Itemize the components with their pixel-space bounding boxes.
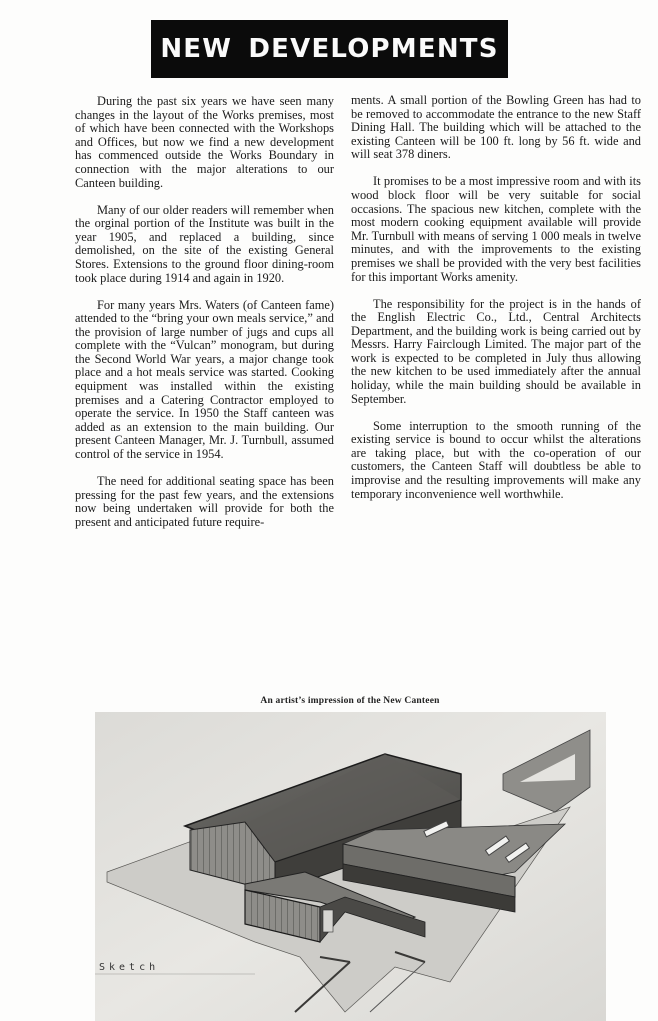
page-title: NEW DEVELOPMENTS — [160, 34, 499, 64]
article-paragraph: Many of our older readers will remember when the orginal portion of the Institute was built in the year 1905, and replaced a building, since demolished, on the site of the existing General Stores. Extensions to the ground floor dining-room took place during 1914 and again in 1920. — [75, 202, 334, 285]
article-paragraph: For many years Mrs. Waters (of Canteen fame) attended to the “bring your own meals service,” and the provision of large number of jugs and cups all complete with the “Vulcan” monogram, but during the Second World War years, a major change took place and a hot meals service was started. Cooking equipment was installed within the existing premises and a Catering Contractor employed to operate the service. In 1950 the Staff canteen was added as an extension to the main building. Our present Canteen Manager, Mr. J. Turnbull, assumed control of the service in 1954. — [75, 297, 334, 462]
article-paragraph-continued: ments. A small portion of the Bowling Green has had to be removed to accommodate the entrance to the new Staff Dining Hall. The building which will be attached to the existing Canteen will be 100 ft. long by 56 ft. wide and will seat 378 diners. — [351, 93, 641, 162]
article-paragraph: The need for additional seating space has been pressing for the past few years, and the extensions now being undertaken will provide for both the present and anticipated future require- — [75, 474, 334, 529]
entrance-door — [323, 910, 333, 932]
article-column-left — [75, 95, 334, 543]
sketch-signature: Sketch — [99, 962, 160, 973]
canteen-sketch-illustration — [95, 712, 606, 1021]
article-paragraph: The responsibility for the project is in the hands of the English Electric Co., Ltd., Central Architects Department, and the building work is being carried out by Messrs. Harry Fairclough Limited. The major part of the work is expected to be completed in July thus allowing the new kitchen to be used immediately after the annual holiday, while the main building should be available in September. — [351, 296, 641, 406]
figure-caption: An artist’s impression of the New Canteen — [260, 696, 440, 706]
article-paragraph: It promises to be a most impressive room and with its wood block floor will be very suitable for social occasions. The spacious new kitchen, complete with the most modern cooking equipment available will provide Mr. Turnbull with means of serving 1 000 meals in twelve minutes, and with the improvements to the existing premises we shall be provided with the very best facilities for this important Works amenity. — [351, 174, 641, 284]
article-paragraph: During the past six years we have seen many changes in the layout of the Works premises, most of which have been connected with the Workshops and Offices, but now we find a new development has commenced outside the Works Boundary in connection with the major alterations to our Canteen building. — [75, 94, 334, 190]
article-column-right — [351, 94, 641, 515]
page-header-banner — [151, 20, 508, 78]
canteen-sketch-drawing — [95, 712, 606, 1021]
article-paragraph: Some interruption to the smooth running of the existing service is bound to occur whilst the alterations are taking place, but with the co-operation of our customers, the Canteen Staff will doubtless be able to improvise and the resulting improvements will make any temporary inconvenience well worthwhile. — [351, 418, 641, 501]
